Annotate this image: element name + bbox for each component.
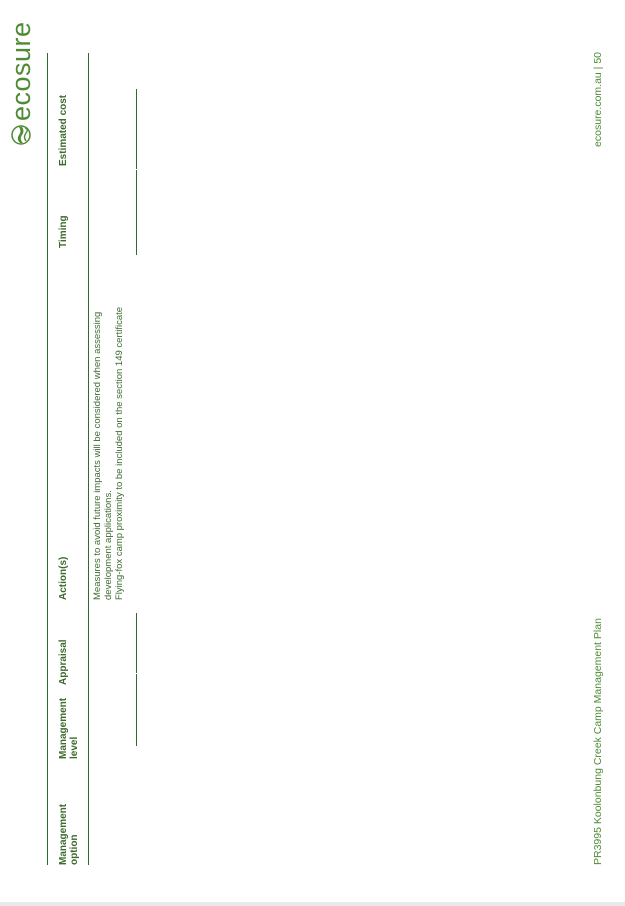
header-management-option: Management option <box>58 803 80 865</box>
logo-wordmark: ecosure <box>6 21 36 121</box>
header-bottom-rule <box>88 53 89 865</box>
header-actions: Action(s) <box>58 556 69 600</box>
actions-cell <box>92 255 125 600</box>
header-appraisal: Appraisal <box>58 639 69 685</box>
header-estimated-cost: Estimated cost <box>58 94 69 166</box>
footer-site-page-number[interactable]: ecosure.com.au | 50 <box>592 52 604 147</box>
footer-document-title: PR3995 Koolonbung Creek Camp Management Plan <box>592 618 604 865</box>
action-line: Flying-fox camp proximity to be included on the section 149 certificate <box>114 306 125 600</box>
header-management-level: Management level <box>58 697 80 759</box>
management-level-cell-rule <box>136 674 137 746</box>
landscape-page <box>4 0 604 865</box>
action-line: development applications. <box>103 490 114 600</box>
page-bottom-edge <box>0 902 625 906</box>
header-timing: Timing <box>58 215 69 248</box>
table-header-row <box>48 53 88 865</box>
appraisal-cell-rule <box>136 613 137 673</box>
ecosure-logo <box>4 5 40 145</box>
ecosure-globe-icon <box>11 125 31 145</box>
timing-cell-rule <box>136 170 137 255</box>
action-line: Measures to avoid future impacts will be considered when assessing <box>92 311 103 600</box>
estimated-cost-cell-rule <box>136 89 137 169</box>
